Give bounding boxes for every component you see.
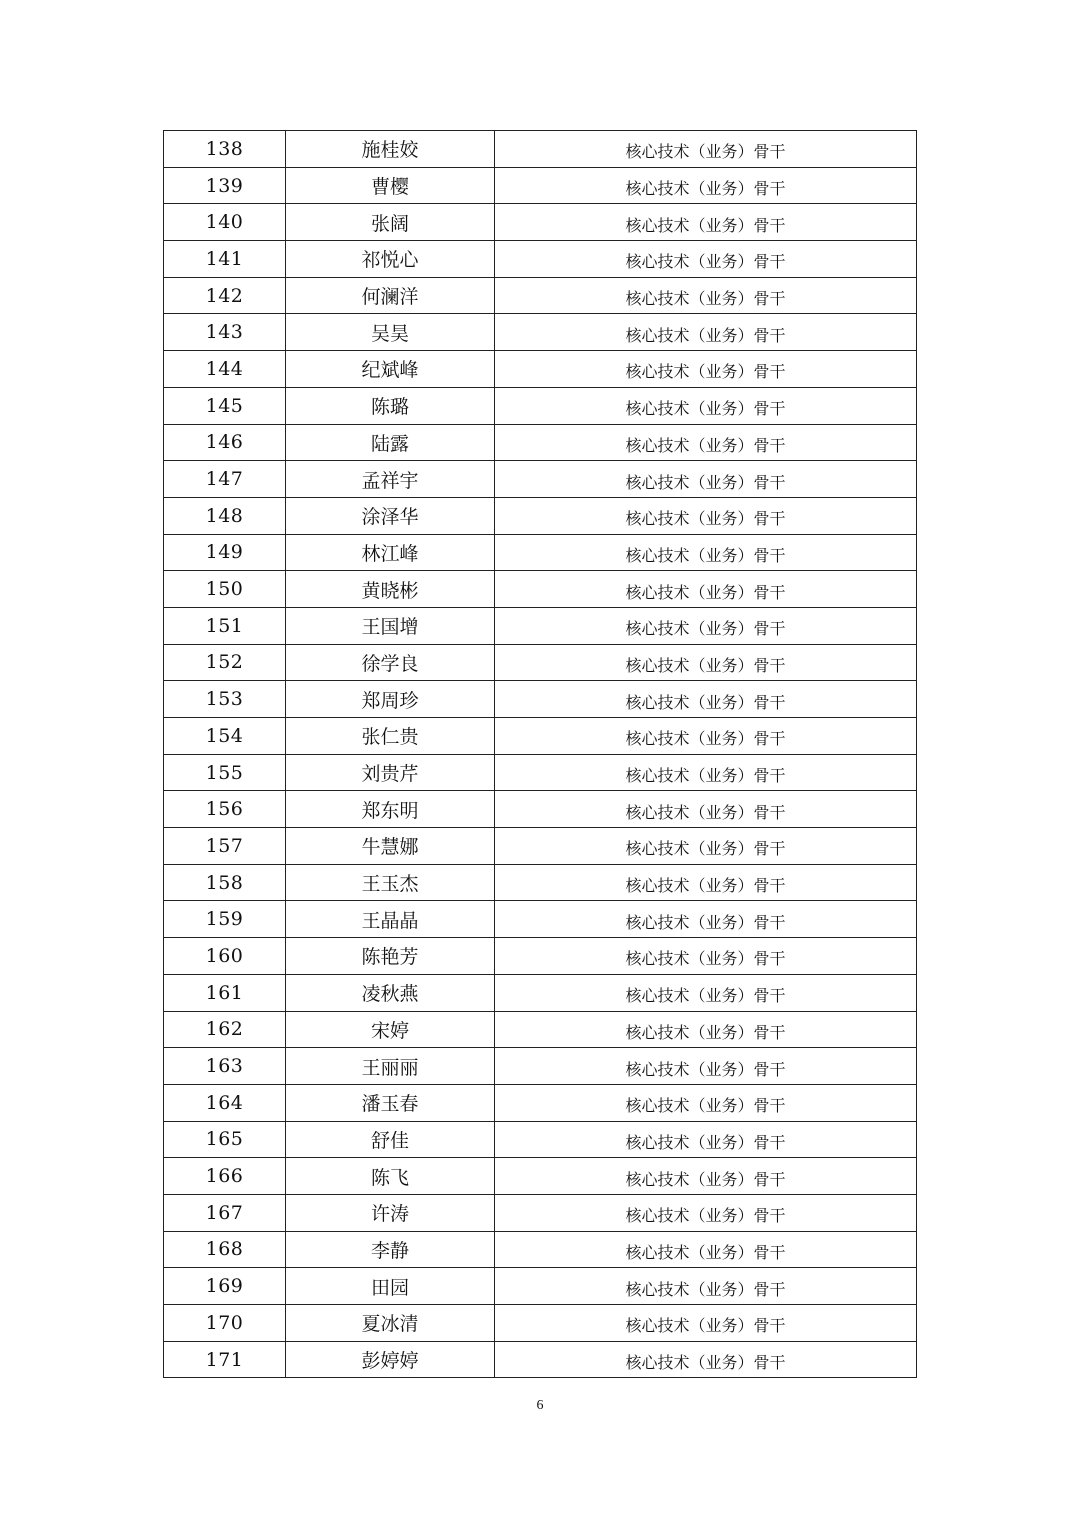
role-title-cell: [495, 424, 917, 461]
person-name-cell: 孟祥宇: [286, 461, 495, 498]
person-name-cell: 张仁贵: [286, 718, 495, 755]
role-title-cell: [495, 1231, 917, 1268]
table-row: [164, 901, 917, 938]
role-title-cell: [495, 571, 917, 608]
person-name-cell: 陈飞: [286, 1158, 495, 1195]
role-title-text: 核心技术（业务）骨干: [625, 252, 786, 272]
role-title-cell: [495, 607, 917, 644]
table-row: [164, 131, 917, 168]
role-title-text: 核心技术（业务）骨干: [625, 729, 786, 749]
row-number-cell: 145: [164, 387, 286, 424]
row-number-cell: 151: [164, 607, 286, 644]
person-name-cell: 祁悦心: [286, 241, 495, 278]
table-row: [164, 424, 917, 461]
role-title-cell: [495, 681, 917, 718]
row-number-cell: 159: [164, 901, 286, 938]
role-title-text: 核心技术（业务）骨干: [625, 1059, 786, 1079]
role-title-text: 核心技术（业务）骨干: [625, 839, 786, 859]
role-title-cell: [495, 1341, 917, 1378]
role-title-cell: [495, 754, 917, 791]
row-number-cell: 168: [164, 1231, 286, 1268]
row-number-cell: 158: [164, 864, 286, 901]
table-row: [164, 1194, 917, 1231]
person-name-cell: 王丽丽: [286, 1048, 495, 1085]
person-name-cell: 吴昊: [286, 314, 495, 351]
role-title-text: 核心技术（业务）骨干: [625, 399, 786, 419]
table-row: [164, 571, 917, 608]
role-title-cell: [495, 167, 917, 204]
person-name-cell: 夏冰清: [286, 1305, 495, 1342]
role-title-text: 核心技术（业务）骨干: [625, 692, 786, 712]
table-row: [164, 974, 917, 1011]
row-number-cell: 152: [164, 644, 286, 681]
role-title-cell: [495, 534, 917, 571]
row-number-cell: 170: [164, 1305, 286, 1342]
role-title-cell: [495, 204, 917, 241]
table-row: [164, 754, 917, 791]
person-name-cell: 陈璐: [286, 387, 495, 424]
table-row: [164, 1084, 917, 1121]
role-title-cell: [495, 351, 917, 388]
person-name-cell: 王玉杰: [286, 864, 495, 901]
role-title-text: 核心技术（业务）骨干: [625, 1096, 786, 1116]
person-name-cell: 王晶晶: [286, 901, 495, 938]
role-title-cell: [495, 131, 917, 168]
row-number-cell: 153: [164, 681, 286, 718]
row-number-cell: 142: [164, 277, 286, 314]
role-title-text: 核心技术（业务）骨干: [625, 1353, 786, 1373]
person-name-cell: 纪斌峰: [286, 351, 495, 388]
table-row: [164, 1048, 917, 1085]
row-number-cell: 140: [164, 204, 286, 241]
role-title-text: 核心技术（业务）骨干: [625, 1279, 786, 1299]
table-row: [164, 938, 917, 975]
role-title-text: 核心技术（业务）骨干: [625, 1132, 786, 1152]
table-row: [164, 828, 917, 865]
person-name-cell: 李静: [286, 1231, 495, 1268]
table-row: [164, 241, 917, 278]
person-name-cell: 凌秋燕: [286, 974, 495, 1011]
table-row: [164, 681, 917, 718]
row-number-cell: 139: [164, 167, 286, 204]
table-row: [164, 791, 917, 828]
role-title-text: 核心技术（业务）骨干: [625, 949, 786, 969]
row-number-cell: 166: [164, 1158, 286, 1195]
role-title-cell: [495, 1268, 917, 1305]
person-name-cell: 王国增: [286, 607, 495, 644]
role-title-text: 核心技术（业务）骨干: [625, 179, 786, 199]
role-title-text: 核心技术（业务）骨干: [625, 912, 786, 932]
role-title-text: 核心技术（业务）骨干: [625, 545, 786, 565]
person-name-cell: 彭婷婷: [286, 1341, 495, 1378]
role-title-text: 核心技术（业务）骨干: [625, 325, 786, 345]
role-title-text: 核心技术（业务）骨干: [625, 215, 786, 235]
role-title-text: 核心技术（业务）骨干: [625, 1242, 786, 1262]
role-title-text: 核心技术（业务）骨干: [625, 655, 786, 675]
row-number-cell: 144: [164, 351, 286, 388]
row-number-cell: 138: [164, 131, 286, 168]
row-number-cell: 169: [164, 1268, 286, 1305]
table-row: [164, 387, 917, 424]
role-title-cell: [495, 644, 917, 681]
person-name-cell: 舒佳: [286, 1121, 495, 1158]
table-row: [164, 497, 917, 534]
row-number-cell: 160: [164, 938, 286, 975]
row-number-cell: 157: [164, 828, 286, 865]
role-title-text: 核心技术（业务）骨干: [625, 986, 786, 1006]
role-title-text: 核心技术（业务）骨干: [625, 1022, 786, 1042]
role-title-cell: [495, 828, 917, 865]
role-title-text: 核心技术（业务）骨干: [625, 1206, 786, 1226]
row-number-cell: 165: [164, 1121, 286, 1158]
table-row: [164, 1268, 917, 1305]
role-title-text: 核心技术（业务）骨干: [625, 802, 786, 822]
table-row: [164, 461, 917, 498]
role-title-cell: [495, 1121, 917, 1158]
table-row: [164, 718, 917, 755]
page-number: 6: [536, 1398, 544, 1413]
person-name-cell: 许涛: [286, 1194, 495, 1231]
table-row: [164, 1341, 917, 1378]
person-name-cell: 张阔: [286, 204, 495, 241]
row-number-cell: 161: [164, 974, 286, 1011]
person-name-cell: 涂泽华: [286, 497, 495, 534]
role-title-text: 核心技术（业务）骨干: [625, 1316, 786, 1336]
role-title-text: 核心技术（业务）骨干: [625, 472, 786, 492]
role-title-text: 核心技术（业务）骨干: [625, 509, 786, 529]
person-name-cell: 陆露: [286, 424, 495, 461]
role-title-cell: [495, 1305, 917, 1342]
table-row: [164, 1011, 917, 1048]
person-name-cell: 陈艳芳: [286, 938, 495, 975]
table-row: [164, 204, 917, 241]
role-title-cell: [495, 901, 917, 938]
table-row: [164, 534, 917, 571]
person-name-cell: 牛慧娜: [286, 828, 495, 865]
roster-table-body: [164, 131, 917, 1378]
role-title-cell: [495, 1194, 917, 1231]
role-title-text: 核心技术（业务）骨干: [625, 766, 786, 786]
row-number-cell: 167: [164, 1194, 286, 1231]
role-title-cell: [495, 387, 917, 424]
row-number-cell: 163: [164, 1048, 286, 1085]
row-number-cell: 156: [164, 791, 286, 828]
role-title-text: 核心技术（业务）骨干: [625, 619, 786, 639]
role-title-text: 核心技术（业务）骨干: [625, 582, 786, 602]
table-row: [164, 277, 917, 314]
role-title-cell: [495, 1011, 917, 1048]
person-name-cell: 潘玉春: [286, 1084, 495, 1121]
row-number-cell: 141: [164, 241, 286, 278]
role-title-cell: [495, 718, 917, 755]
row-number-cell: 147: [164, 461, 286, 498]
roster-table: [163, 130, 917, 1378]
table-row: [164, 644, 917, 681]
person-name-cell: 曹樱: [286, 167, 495, 204]
table-row: [164, 607, 917, 644]
table-row: [164, 1158, 917, 1195]
role-title-cell: [495, 1084, 917, 1121]
role-title-cell: [495, 497, 917, 534]
table-row: [164, 1305, 917, 1342]
table-row: [164, 864, 917, 901]
person-name-cell: 郑东明: [286, 791, 495, 828]
role-title-text: 核心技术（业务）骨干: [625, 142, 786, 162]
person-name-cell: 林江峰: [286, 534, 495, 571]
row-number-cell: 146: [164, 424, 286, 461]
role-title-text: 核心技术（业务）骨干: [625, 876, 786, 896]
person-name-cell: 施桂姣: [286, 131, 495, 168]
row-number-cell: 148: [164, 497, 286, 534]
table-row: [164, 167, 917, 204]
row-number-cell: 164: [164, 1084, 286, 1121]
person-name-cell: 徐学良: [286, 644, 495, 681]
role-title-cell: [495, 314, 917, 351]
table-row: [164, 314, 917, 351]
role-title-cell: [495, 938, 917, 975]
table-row: [164, 1121, 917, 1158]
person-name-cell: 宋婷: [286, 1011, 495, 1048]
person-name-cell: 黄晓彬: [286, 571, 495, 608]
row-number-cell: 171: [164, 1341, 286, 1378]
role-title-text: 核心技术（业务）骨干: [625, 289, 786, 309]
role-title-cell: [495, 461, 917, 498]
role-title-cell: [495, 791, 917, 828]
person-name-cell: 田园: [286, 1268, 495, 1305]
role-title-cell: [495, 241, 917, 278]
table-row: [164, 351, 917, 388]
role-title-text: 核心技术（业务）骨干: [625, 362, 786, 382]
role-title-text: 核心技术（业务）骨干: [625, 1169, 786, 1189]
role-title-cell: [495, 277, 917, 314]
row-number-cell: 149: [164, 534, 286, 571]
person-name-cell: 郑周珍: [286, 681, 495, 718]
person-name-cell: 刘贵芹: [286, 754, 495, 791]
role-title-text: 核心技术（业务）骨干: [625, 435, 786, 455]
role-title-cell: [495, 974, 917, 1011]
row-number-cell: 162: [164, 1011, 286, 1048]
role-title-cell: [495, 1158, 917, 1195]
row-number-cell: 155: [164, 754, 286, 791]
role-title-cell: [495, 864, 917, 901]
row-number-cell: 154: [164, 718, 286, 755]
person-name-cell: 何澜洋: [286, 277, 495, 314]
role-title-cell: [495, 1048, 917, 1085]
row-number-cell: 143: [164, 314, 286, 351]
row-number-cell: 150: [164, 571, 286, 608]
table-row: [164, 1231, 917, 1268]
